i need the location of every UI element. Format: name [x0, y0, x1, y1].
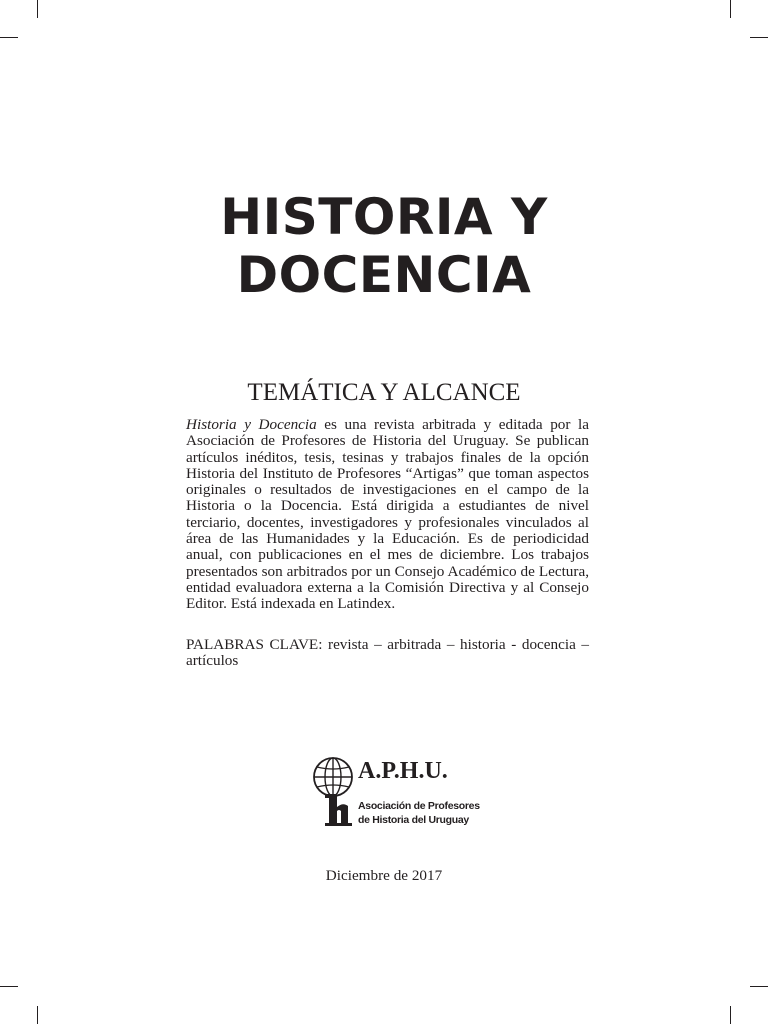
- journal-title-line-2: DOCENCIA: [236, 246, 532, 304]
- publication-date: Diciembre de 2017: [325, 867, 443, 884]
- crop-mark-top-left-horizontal: [0, 37, 18, 38]
- crop-mark-bottom-right-vertical: [730, 1006, 731, 1024]
- logo-name-line-1: Asociación de Profesores: [358, 800, 480, 812]
- crop-mark-top-right-horizontal: [750, 37, 768, 38]
- journal-title: [0, 188, 768, 304]
- crop-mark-bottom-left-vertical: [37, 1006, 38, 1024]
- journal-title-line-1: HISTORIA Y: [220, 188, 548, 246]
- scope-paragraph-text: es una revista arbitrada y editada por la Asociación de Profesores de Historia del Uruguay. Se publican artículos inéditos, tesis, tesinas y trabajos finales de la opción Historia del Instituto de Profesores “Artigas” que toman aspectos originales o resultados de investigaciones en el campo de la Historia o la Docencia. Está dirigida a estudiantes de nivel terciario, docentes, investigadores y profesionales vinculados al área de las Humanidades y la Educación. Es de periodicidad anual, con publicaciones en el mes de diciembre. Los trabajos presentados son arbitrados por un Consejo Académico de Lectura, entidad evaluadora externa a la Comisión Directiva y al Consejo Editor. Está indexada en Latindex.: [186, 416, 589, 613]
- crop-mark-top-left-vertical: [37, 0, 38, 18]
- crop-mark-top-right-vertical: [730, 0, 731, 18]
- crop-mark-bottom-left-horizontal: [0, 986, 18, 987]
- aphu-logo: [312, 756, 480, 828]
- keywords-paragraph: PALABRAS CLAVE: revista – arbitrada – historia - docencia – artículos: [186, 636, 589, 670]
- scope-paragraph: [186, 417, 589, 613]
- section-heading: TEMÁTICA Y ALCANCE: [247, 379, 521, 406]
- logo-organization-name: [358, 799, 480, 827]
- globe-h-icon: [312, 756, 356, 828]
- journal-name-italic: Historia y Docencia: [186, 416, 317, 433]
- logo-name-line-2: de Historia del Uruguay: [358, 814, 469, 826]
- crop-mark-bottom-right-horizontal: [750, 986, 768, 987]
- logo-acronym: A.P.H.U.: [358, 758, 448, 784]
